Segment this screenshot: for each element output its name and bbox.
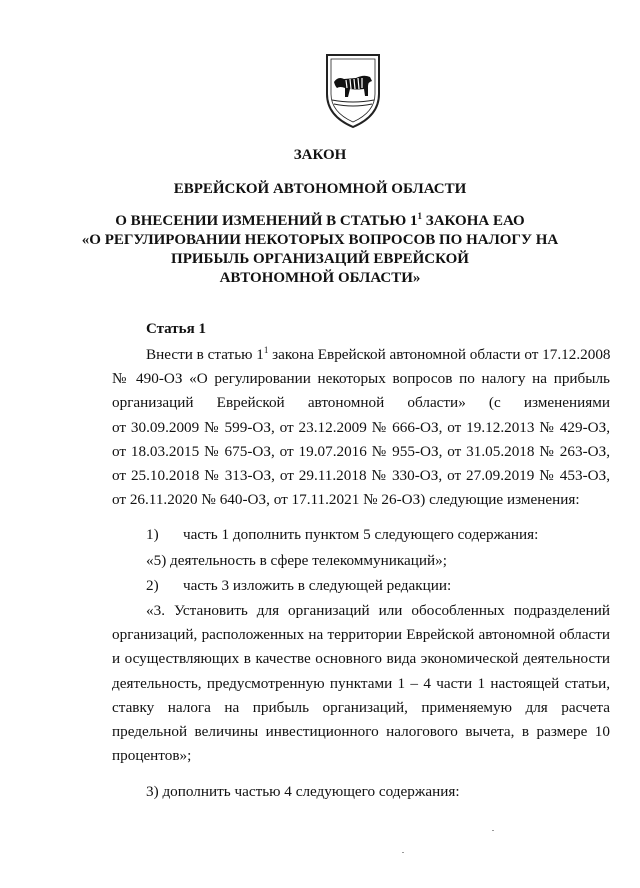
scan-speck xyxy=(402,852,404,853)
list-item: 1) часть 1 дополнить пунктом 5 следующего содержания: xyxy=(146,526,539,543)
paragraph-line: и осуществляющих в качестве основного вида экономической деятельности xyxy=(112,650,610,668)
paragraph-line: от 18.03.2015 № 675-ОЗ, от 19.07.2016 № 955-ОЗ, от 31.05.2018 № 263-ОЗ, xyxy=(112,442,610,460)
law-title xyxy=(60,212,580,288)
paragraph-line: процентов»; xyxy=(112,747,192,765)
coat-of-arms-icon xyxy=(324,52,382,130)
law-title-line: АВТОНОМНОЙ ОБЛАСТИ» xyxy=(219,270,421,286)
paragraph-line: ставку налога на прибыль организаций, применяемую для расчета xyxy=(112,698,610,716)
paragraph-line: организаций Еврейской автономной области» (с изменениями xyxy=(112,394,610,412)
paragraph-line: № 490-ОЗ «О регулировании некоторых вопросов по налогу на прибыль xyxy=(112,370,610,388)
article-label: Статья 1 xyxy=(146,321,206,337)
list-item: 2) часть 3 изложить в следующей редакции: xyxy=(146,577,452,594)
intro-paragraph xyxy=(112,343,610,512)
law-region: ЕВРЕЙСКОЙ АВТОНОМНОЙ ОБЛАСТИ xyxy=(173,181,467,197)
paragraph-line: от 25.10.2018 № 313-ОЗ, от 29.11.2018 № 330-ОЗ, от 27.09.2019 № 453-ОЗ, xyxy=(112,466,610,484)
paragraph-line: организаций, расположенных на территории Еврейской автономной области xyxy=(112,626,610,644)
law-heading: ЗАКОН xyxy=(293,147,347,163)
law-title-line: ПРИБЫЛЬ ОРГАНИЗАЦИЙ ЕВРЕЙСКОЙ xyxy=(171,251,469,267)
quote-paragraph xyxy=(112,599,610,768)
paragraph-line: «3. Установить для организаций или обособленных подразделений xyxy=(146,602,610,619)
paragraph-line: от 26.11.2020 № 640-ОЗ, от 17.11.2021 № 26-ОЗ) следующие изменения: xyxy=(112,491,580,509)
paragraph-line: от 30.09.2009 № 599-ОЗ, от 23.12.2009 № 666-ОЗ, от 19.12.2013 № 429-ОЗ, xyxy=(112,418,610,436)
paragraph-line: деятельность, предусмотренную пунктами 1 – 4 части 1 настоящей статьи, xyxy=(112,674,610,692)
paragraph-line: предельной величины инвестиционного налогового вычета, в размере 10 xyxy=(112,722,610,740)
paragraph-line: Внести в статью $1^1$ закона Еврейской автономной области от 17.12.2008 xyxy=(146,345,611,363)
law-title-line: О ВНЕСЕНИИ ИЗМЕНЕНИЙ В СТАТЬЮ $1^1$ ЗАКОНА ЕАО xyxy=(115,211,525,229)
scan-speck xyxy=(492,830,494,831)
list-item: «5) деятельность в сфере телекоммуникаций»; xyxy=(146,552,447,569)
list-item: 3) дополнить частью 4 следующего содержания: xyxy=(146,783,460,800)
law-title-line: «О РЕГУЛИРОВАНИИ НЕКОТОРЫХ ВОПРОСОВ ПО НАЛОГУ НА xyxy=(81,232,559,248)
